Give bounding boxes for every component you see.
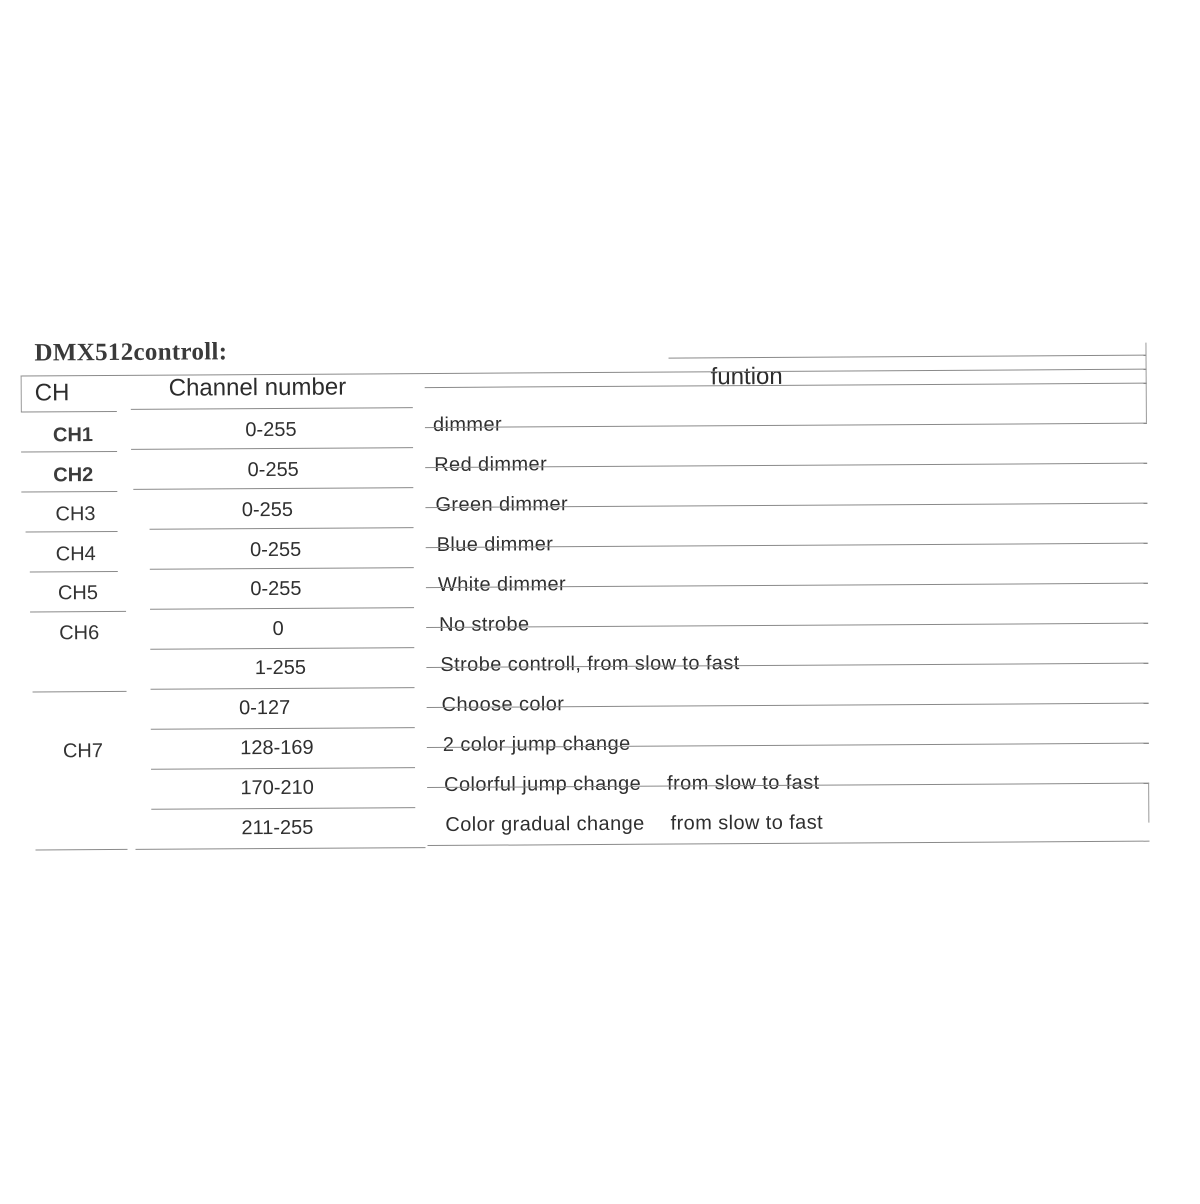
table-row-range: 0 — [272, 617, 284, 641]
table-row-range: 0-255 — [250, 538, 302, 562]
row-divider — [151, 727, 415, 730]
table-row-range: 128-169 — [240, 736, 314, 760]
header-divider-ch — [21, 411, 117, 413]
table-bottom-border — [427, 841, 1149, 846]
document-title: DMX512controll: — [34, 338, 228, 367]
row-divider — [425, 423, 1147, 428]
table-row-ch: CH5 — [57, 582, 99, 605]
table-row-function: No strobe — [439, 613, 530, 636]
table-row-range: 0-255 — [245, 418, 297, 442]
row-divider — [151, 687, 415, 690]
function-suffix: from slow to fast — [670, 811, 824, 835]
row-divider — [30, 611, 126, 613]
table-row-ch: CH4 — [55, 543, 96, 566]
table-row-range: 0-255 — [247, 458, 299, 482]
row-divider — [131, 447, 413, 450]
header-divider-number — [131, 407, 413, 410]
table-bottom-border — [36, 849, 128, 851]
row-divider — [26, 531, 118, 533]
row-divider — [33, 691, 127, 693]
row-divider — [151, 807, 415, 810]
table-row-ch: CH1 — [52, 424, 94, 447]
header-ch: CH — [34, 379, 70, 407]
row-divider — [150, 567, 414, 570]
row-divider — [426, 623, 1148, 628]
table-row-ch: CH7 — [62, 740, 103, 763]
table-row-range: 211-255 — [241, 816, 314, 840]
row-divider — [150, 607, 414, 610]
table-row-function: White dimmer — [437, 573, 567, 596]
table-row-ch: CH3 — [55, 503, 96, 526]
header-function: funtion — [710, 362, 783, 391]
row-divider — [150, 647, 414, 650]
function-suffix: from slow to fast — [667, 771, 820, 795]
table-top-border — [21, 369, 1147, 377]
row-divider — [21, 491, 117, 493]
function-text: Color gradual change — [445, 812, 645, 836]
row-divider — [21, 451, 117, 453]
table-row-range: 0-255 — [250, 577, 302, 601]
table-row-function — [445, 813, 823, 835]
table-row-function: Blue dimmer — [436, 533, 554, 556]
row-divider — [151, 767, 415, 770]
function-text: Colorful jump change — [444, 772, 642, 796]
dmx-channel-table — [21, 361, 1150, 852]
table-row-function: 2 color jump change — [442, 732, 631, 756]
row-divider — [30, 571, 118, 573]
header-channel-number: Channel number — [168, 373, 347, 402]
table-row-range: 0-127 — [239, 696, 291, 720]
table-row-function: dimmer — [432, 413, 503, 437]
table-left-border — [21, 376, 22, 412]
table-row-ch: CH2 — [53, 464, 94, 487]
table-row-function: Strobe controll, from slow to fast — [440, 652, 740, 676]
table-top-border-right — [669, 355, 1147, 359]
header-divider-function — [425, 383, 1147, 388]
table-row-range: 0-255 — [241, 498, 294, 522]
table-row-function: Choose color — [441, 693, 565, 716]
table-row-range: 1-255 — [254, 656, 307, 680]
table-row-ch: CH6 — [59, 622, 100, 645]
table-row-range: 170-210 — [240, 776, 314, 800]
table-bottom-border — [136, 847, 426, 850]
table-right-border-bottom — [1148, 783, 1149, 823]
row-divider — [133, 487, 413, 490]
table-row-function — [444, 773, 820, 795]
row-divider — [150, 527, 414, 530]
table-row-function: Green dimmer — [435, 493, 569, 517]
table-row-function: Red dimmer — [434, 453, 548, 477]
